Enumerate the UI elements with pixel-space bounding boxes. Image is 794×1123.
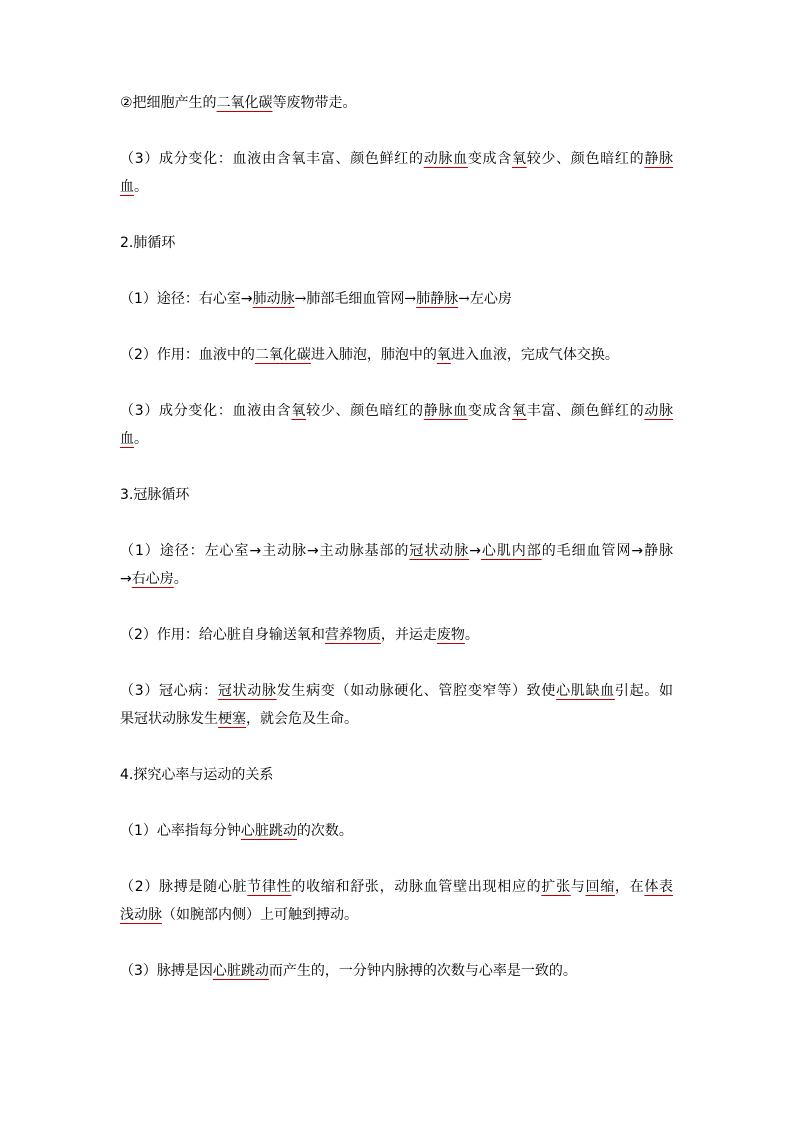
text-segment: （3）冠心病： — [120, 683, 218, 699]
text-line — [120, 677, 673, 705]
underlined-answer: 氧 — [291, 403, 307, 419]
text-segment: → — [469, 543, 481, 559]
text-segment: 进入血液，完成气体交换。 — [450, 347, 619, 363]
underlined-answer: 节律性 — [247, 879, 292, 895]
text-line — [120, 481, 673, 509]
underlined-answer: 营养物质 — [324, 627, 381, 643]
underlined-answer: 肺动脉 — [252, 291, 295, 307]
pulse-heart-rate-relation — [120, 957, 673, 985]
underlined-answer: 氧 — [436, 347, 451, 363]
text-segment: 。 — [134, 431, 148, 447]
text-line — [120, 341, 673, 369]
pulmonary-function — [120, 341, 673, 369]
heading-text: 3.冠脉循环 — [120, 487, 190, 503]
underlined-answer: 氧 — [511, 403, 527, 419]
text-segment: 引起。如 — [614, 683, 674, 699]
underlined-answer: 二氧化碳 — [254, 347, 311, 363]
pulmonary-pathway — [120, 285, 673, 313]
underlined-answer: 动脉血 — [423, 151, 468, 167]
text-segment: （3）成分变化：血液由含氧丰富、颜色鲜红的 — [120, 151, 424, 167]
text-segment: 的次数。 — [296, 823, 353, 839]
text-segment: （2）脉搏是随心脏 — [120, 879, 248, 895]
text-segment: ②把细胞产生的 — [120, 95, 217, 111]
underlined-answer: 血 — [120, 179, 134, 195]
underlined-answer: 静脉血 — [423, 403, 468, 419]
heading-text: 2.肺循环 — [120, 235, 176, 251]
text-segment: 果冠状动脉发生 — [120, 711, 218, 727]
text-segment: 较少、颜色暗红的 — [306, 403, 424, 419]
document-body — [120, 89, 673, 1013]
text-line — [120, 537, 673, 565]
text-line — [120, 285, 673, 313]
text-segment: （3）脉搏是因 — [120, 963, 213, 979]
underlined-answer: 心脏跳动 — [212, 963, 269, 979]
text-line — [120, 873, 673, 901]
text-segment: （2）作用：血液中的 — [120, 347, 255, 363]
text-line — [120, 173, 673, 201]
underlined-answer: 心肌内部 — [480, 543, 542, 559]
underlined-answer: 右心房 — [131, 571, 174, 587]
heading-text: 4.探究心率与运动的关系 — [120, 767, 274, 783]
text-line — [120, 901, 673, 929]
text-segment: （1）心率指每分钟 — [120, 823, 241, 839]
underlined-answer: 体表 — [644, 879, 674, 895]
underlined-answer: 心脏跳动 — [240, 823, 297, 839]
section-heading-coronary — [120, 481, 673, 509]
underlined-answer: 二氧化碳 — [216, 95, 273, 111]
text-line — [120, 89, 673, 117]
underlined-answer: 动脉 — [644, 403, 674, 419]
coronary-heart-disease — [120, 677, 673, 733]
text-line — [120, 397, 673, 425]
text-segment: → — [120, 571, 132, 587]
text-segment: （1）途径：左心室→主动脉→主动脉基部的 — [120, 543, 410, 559]
text-line — [120, 229, 673, 257]
pulse-mechanism — [120, 873, 673, 929]
systemic-waste-removal-item — [120, 89, 673, 117]
text-line — [120, 705, 673, 733]
text-segment: 发生病变（如动脉硬化、管腔变窄等）致使 — [276, 683, 557, 699]
text-segment: 变成含 — [467, 403, 512, 419]
text-line — [120, 957, 673, 985]
coronary-function — [120, 621, 673, 649]
text-line — [120, 621, 673, 649]
underlined-answer: 浅动脉 — [120, 907, 162, 923]
underlined-answer: 氧 — [511, 151, 527, 167]
underlined-answer: 冠状动脉 — [217, 683, 277, 699]
text-segment: （1）途径：右心室→ — [120, 291, 253, 307]
text-segment: 进入肺泡，肺泡中的 — [310, 347, 437, 363]
section-heading-heart-rate — [120, 761, 673, 789]
text-segment: 的毛细血管网→静脉 — [541, 543, 674, 559]
pulmonary-composition-change — [120, 397, 673, 453]
text-segment: →左心房 — [458, 291, 512, 307]
coronary-pathway — [120, 537, 673, 593]
underlined-answer: 冠状动脉 — [409, 543, 470, 559]
text-segment: （3）成分变化：血液由含 — [120, 403, 292, 419]
text-segment: 变成含 — [467, 151, 512, 167]
underlined-answer: 静脉 — [644, 151, 674, 167]
heart-rate-definition — [120, 817, 673, 845]
text-segment: 的收缩和舒张，动脉血管壁出现相应的 — [291, 879, 542, 895]
text-line — [120, 565, 673, 593]
text-segment: 。 — [173, 571, 188, 587]
text-segment: 较少、颜色暗红的 — [526, 151, 645, 167]
text-segment: →肺部毛细血管网→ — [294, 291, 417, 307]
text-segment: （2）作用：给心脏自身输送氧和 — [120, 627, 325, 643]
text-segment: ，在 — [614, 879, 645, 895]
section-heading-pulmonary — [120, 229, 673, 257]
systemic-composition-change — [120, 145, 673, 201]
text-line — [120, 145, 673, 173]
text-segment: 。 — [464, 627, 479, 643]
text-segment: 。 — [134, 179, 148, 195]
text-segment: ，并运走 — [380, 627, 437, 643]
text-line — [120, 817, 673, 845]
text-line — [120, 761, 673, 789]
text-segment: 与 — [570, 879, 586, 895]
underlined-answer: 梗塞 — [218, 711, 246, 727]
text-line — [120, 425, 673, 453]
text-segment: ，就会危及生命。 — [246, 711, 358, 727]
text-segment: （如腕部内侧）上可触到搏动。 — [162, 907, 358, 923]
underlined-answer: 扩张 — [541, 879, 571, 895]
text-segment: 等废物带走。 — [272, 95, 357, 111]
underlined-answer: 肺静脉 — [416, 291, 459, 307]
underlined-answer: 回缩 — [585, 879, 615, 895]
underlined-answer: 血 — [120, 431, 134, 447]
text-segment: 丰富、颜色鲜红的 — [526, 403, 645, 419]
text-segment: 而产生的，一分钟内脉搏的次数与心率是一致的。 — [268, 963, 577, 979]
underlined-answer: 废物 — [436, 627, 465, 643]
underlined-answer: 心肌缺血 — [556, 683, 615, 699]
